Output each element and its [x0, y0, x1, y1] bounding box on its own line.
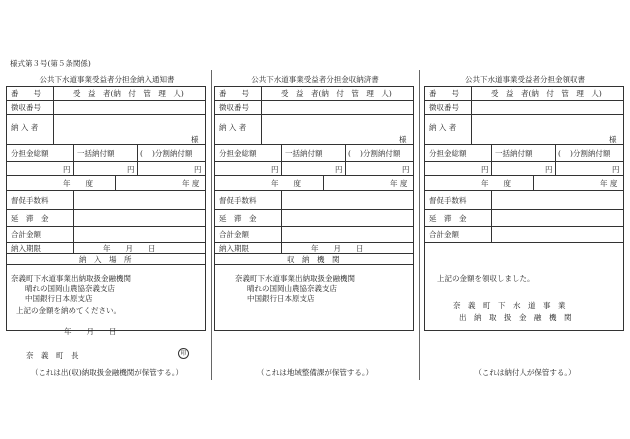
total-label: 合計金額 [11, 230, 41, 239]
receipt-panel [424, 74, 626, 377]
seal-icon: 印 [178, 348, 189, 359]
honorific: 様 [399, 135, 407, 144]
installment-label: )分割納付額 [570, 149, 611, 158]
number-label: 番 号 [11, 89, 41, 98]
fiscal-year-label: 年 度 [481, 179, 511, 188]
fiscal-year-row [425, 175, 623, 190]
header-row [215, 87, 413, 100]
installment-paren: ( [140, 149, 143, 158]
yen-unit: 円 [271, 165, 279, 174]
panel-title: 公共下水道事業受益者分担金領収書 [465, 75, 585, 84]
late-fee-label: 延 滞 金 [219, 214, 257, 223]
panel-title: 公共下水道事業受益者分担金収納済書 [251, 75, 379, 84]
dunning-fee-label: 督促手数料 [429, 196, 467, 205]
dunning-fee-label: 督促手数料 [11, 196, 49, 205]
institution-line: 晴れの国岡山農協奈義支店 [25, 284, 115, 293]
institution-line: 晴れの国岡山農協奈義支店 [247, 284, 337, 293]
header-row [7, 87, 205, 100]
installment-label: )分割納付額 [152, 149, 193, 158]
footnote: （これは地域整備課が保管する。） [256, 368, 374, 377]
institution-line: 奈義町下水道事業出納取扱金融機関 [11, 274, 131, 283]
receipt-area [425, 242, 623, 332]
issuer-name: 奈 義 町 長 [26, 351, 79, 360]
payer-label: 納 入 者 [219, 123, 247, 132]
total-charge-label: 分担金総額 [429, 149, 467, 158]
due-date-row [215, 242, 413, 253]
collecting-agency-label: 収 納 機 関 [287, 255, 340, 264]
yen-row [7, 161, 205, 175]
late-fee-row [7, 209, 205, 226]
perforation-line [419, 70, 420, 380]
yen-unit: 円 [63, 165, 71, 174]
total-label: 合計金額 [219, 230, 249, 239]
yen-unit: 円 [612, 165, 620, 174]
dunning-fee-row [425, 190, 623, 209]
institution-area [215, 264, 413, 332]
collection-number-row [7, 100, 205, 114]
amount-header-row [7, 144, 205, 161]
late-fee-row [215, 209, 413, 226]
yen-unit: 円 [545, 165, 553, 174]
late-fee-label: 延 滞 金 [11, 214, 49, 223]
total-row [215, 226, 413, 242]
yen-unit: 円 [335, 165, 343, 174]
beneficiary-label: 受 益 者(納 付 管 理 人) [73, 89, 184, 98]
payer-row [7, 114, 205, 144]
payer-label: 納 入 者 [11, 123, 39, 132]
payment-place-label: 納 入 場 所 [79, 255, 132, 264]
footnote: （これは納付人が保管する。） [474, 368, 576, 377]
due-date-value: 年 月 日 [103, 244, 156, 253]
perforation-line [211, 70, 212, 380]
panel-title: 公共下水道事業受益者分担金納入通知書 [39, 75, 175, 84]
collection-number-row [215, 100, 413, 114]
yen-row [215, 161, 413, 175]
amount-header-row [215, 144, 413, 161]
dunning-fee-row [7, 190, 205, 209]
payer-row [425, 114, 623, 144]
institution-line: 中国銀行日本原支店 [25, 294, 93, 303]
form-reference: 様式第３号(第５条関係) [10, 59, 91, 68]
beneficiary-label: 受 益 者(納 付 管 理 人) [491, 89, 602, 98]
total-label: 合計金額 [429, 230, 459, 239]
yen-unit: 円 [194, 165, 202, 174]
fiscal-year-label: 年 度 [63, 179, 93, 188]
installment-label: )分割納付額 [360, 149, 401, 158]
record-table [214, 86, 414, 331]
fiscal-year-row [215, 175, 413, 190]
footnote: （これは出(収)納取扱金融機関が保管する。） [30, 368, 184, 377]
due-date-value: 年 月 日 [311, 244, 364, 253]
payer-row [215, 114, 413, 144]
yen-row [425, 161, 623, 175]
receipt-record-panel [214, 74, 416, 377]
due-date-label: 納入期限 [219, 244, 249, 253]
institution-line: 中国銀行日本原支店 [247, 294, 315, 303]
notice-text: 上記の金額を納めてください。 [16, 306, 121, 315]
total-row [7, 226, 205, 242]
fiscal-year-label: 年 度 [271, 179, 301, 188]
collection-number-row [425, 100, 623, 114]
honorific: 様 [191, 135, 199, 144]
due-date-label: 納入期限 [11, 244, 41, 253]
number-label: 番 号 [429, 89, 459, 98]
collection-number-label: 徴収番号 [429, 103, 459, 112]
fiscal-year-label: 年 度 [600, 179, 618, 188]
total-row [425, 226, 623, 242]
issuer-line: 出 納 取 扱 金 融 機 関 [459, 313, 572, 322]
place-header-row [7, 253, 205, 264]
beneficiary-label: 受 益 者(納 付 管 理 人) [281, 89, 392, 98]
payment-notice-panel [6, 74, 208, 377]
institution-area [7, 264, 205, 332]
late-fee-label: 延 滞 金 [429, 214, 467, 223]
yen-unit: 円 [127, 165, 135, 174]
dunning-fee-row [215, 190, 413, 209]
yen-unit: 円 [481, 165, 489, 174]
honorific: 様 [609, 135, 617, 144]
header-row [425, 87, 623, 100]
issuer-line: 奈 義 町 下 水 道 事 業 [453, 301, 566, 310]
institution-line: 奈義町下水道事業出納取扱金融機関 [235, 274, 355, 283]
late-fee-row [425, 209, 623, 226]
fiscal-year-label: 年 度 [390, 179, 408, 188]
lump-sum-label: 一括納付額 [495, 149, 533, 158]
receipt-table [424, 86, 624, 331]
fiscal-year-label: 年 度 [182, 179, 200, 188]
number-label: 番 号 [219, 89, 249, 98]
amount-header-row [425, 144, 623, 161]
collection-number-label: 徴収番号 [219, 103, 249, 112]
due-date-row [7, 242, 205, 253]
receipt-notice: 上記の金額を領収しました。 [437, 274, 535, 283]
issue-date: 年 月 日 [64, 327, 117, 336]
lump-sum-label: 一括納付額 [77, 149, 115, 158]
total-charge-label: 分担金総額 [219, 149, 257, 158]
payer-label: 納 入 者 [429, 123, 457, 132]
notice-table [6, 86, 206, 331]
fiscal-year-row [7, 175, 205, 190]
collection-number-label: 徴収番号 [11, 103, 41, 112]
yen-unit: 円 [402, 165, 410, 174]
dunning-fee-label: 督促手数料 [219, 196, 257, 205]
total-charge-label: 分担金総額 [11, 149, 49, 158]
lump-sum-label: 一括納付額 [285, 149, 323, 158]
installment-paren: ( [558, 149, 561, 158]
agency-header-row [215, 253, 413, 264]
installment-paren: ( [348, 149, 351, 158]
